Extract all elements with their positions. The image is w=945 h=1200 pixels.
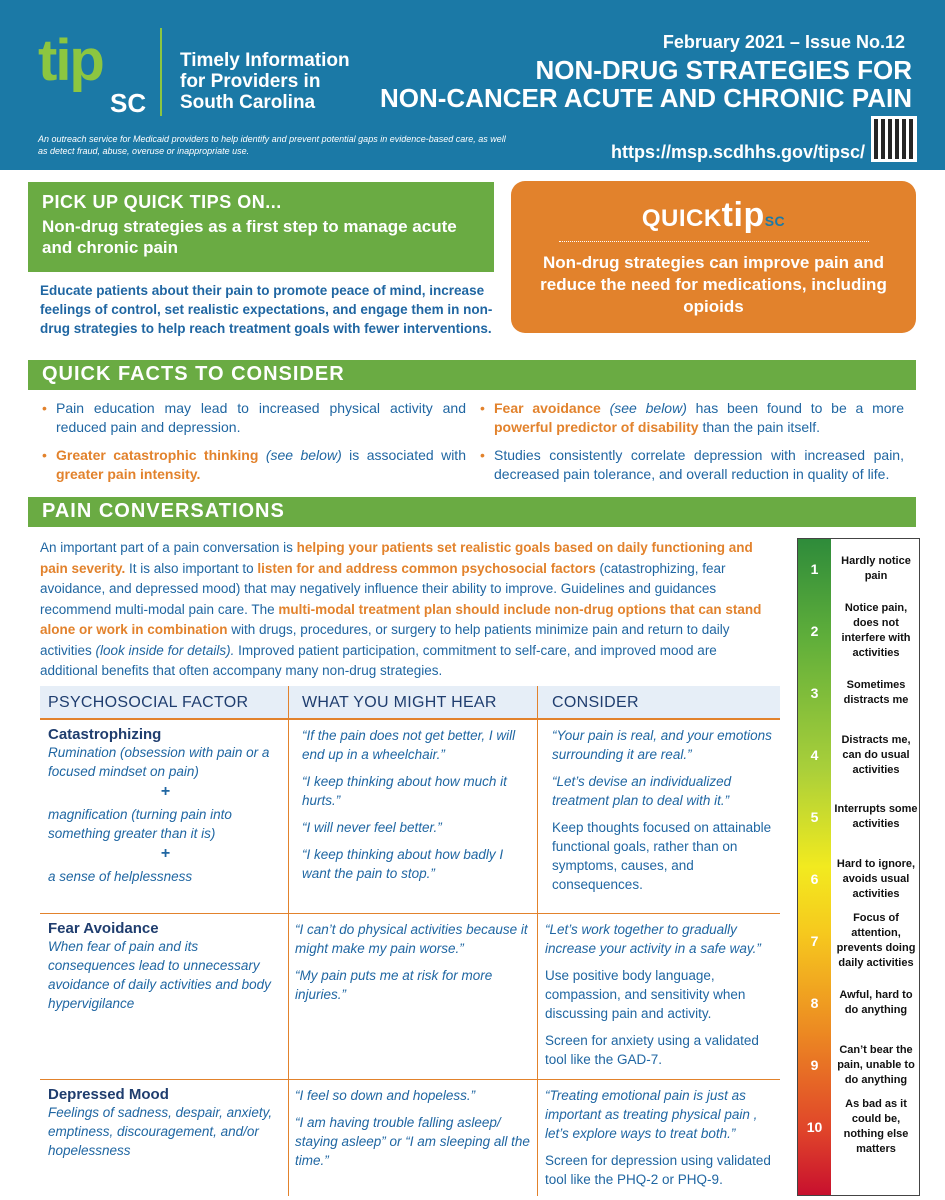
pain-level-number: 6 (810, 871, 819, 887)
plus-icon: + (160, 783, 171, 800)
quick-tips-heading: PICK UP QUICK TIPS ON... (42, 192, 282, 212)
plus-icon: + (160, 845, 171, 862)
facts-right (480, 399, 904, 493)
sc-word: SC (764, 213, 786, 229)
pain-level-label: Sometimes distracts me (843, 679, 909, 706)
pain-level-label: Focus of attention, prevents doing daily activities (836, 912, 916, 969)
pain-level-number: 1 (810, 561, 819, 577)
conversations-intro: An important part of a pain conversation is helping your patients set realistic goals based on daily functioning and pain severity. It is also important to listen for and address common psychosocial factors (catastrophizing, fear avoidance, and depressed mood) that may negatively influence their ability to improve. Guidelines and guidances recommend multi-modal pain care. The multi-modal treatment plan should include non-drug options that can stand alone or work in combination with drugs, procedures, or surgery to help patients minimize pain and return to daily activities (look inside for details). Improved patient participation, commitment to self-care, and improved mood are additional benefits that often accompany many non-drug strategies. (40, 540, 762, 678)
hear-cell (295, 1086, 533, 1178)
header-banner (0, 0, 945, 170)
facts-left (42, 399, 466, 493)
fact-2: • Greater catastrophic thinking (see below) is associated with greater pain intensity. (42, 446, 466, 484)
hear-cell (302, 726, 530, 891)
hear-cell (295, 920, 533, 1012)
pain-level-number: 9 (810, 1057, 819, 1073)
pain-level-number: 8 (810, 995, 819, 1011)
advice: Screen for depression using validated tool like the PHQ-2 or PHQ-9. (545, 1153, 771, 1187)
quote: “I can’t do physical activities because it might make my pain worse.” (295, 922, 528, 956)
page-title (380, 56, 912, 112)
quick-tips-box (28, 182, 494, 272)
table-header (40, 686, 780, 720)
qr-code-icon (871, 116, 917, 162)
factor-desc: a sense of helplessness (48, 869, 193, 884)
table-row (48, 726, 283, 886)
advice: Screen for anxiety using a validated tool like the GAD-7. (545, 1033, 759, 1067)
tip-word: tip (721, 196, 765, 234)
pain-level-number: 10 (806, 1119, 823, 1135)
quote: “My pain puts me at risk for more injuries.” (295, 968, 493, 1002)
quote: “I keep thinking about how much it hurts.” (302, 774, 507, 808)
pain-level-label: Notice pain, does not interfere with activities (841, 602, 911, 659)
pain-level-label: Hard to ignore, avoids usual activities (836, 857, 916, 900)
advice: Use positive body language, compassion, and sensitivity when discussing pain and activity. (545, 968, 746, 1021)
factor-desc: Feelings of sadness, despair, anxiety, emptiness, discouragement, and/or hopelessness (48, 1105, 273, 1158)
quote: “I am having trouble falling asleep/ staying asleep” or “I am sleeping all the time.” (295, 1115, 530, 1168)
pain-level-number: 2 (810, 623, 819, 639)
fact-4: • Studies consistently correlate depression with increased pain, decreased pain tolerance, and overall reduction in quality of life. (480, 446, 904, 484)
factor-desc: magnification (turning pain into something greater than it is) (48, 807, 232, 841)
quote: “I keep thinking about how badly I want the pain to stop.” (302, 847, 504, 881)
quote: “Let’s work together to gradually increase your activity in a safe way.” (545, 922, 761, 956)
pain-level-number: 7 (810, 933, 819, 949)
column-divider (537, 686, 538, 1196)
quick-tip-text: Non-drug strategies can improve pain and reduce the need for medications, including opioids (540, 253, 887, 316)
site-link[interactable]: https://msp.scdhhs.gov/tipsc/ (610, 142, 865, 162)
col-factor: PSYCHOSOCIAL FACTOR (48, 694, 249, 711)
tagline: Timely Information for Providers in South Carolina (180, 50, 350, 113)
col-hear: WHAT YOU MIGHT HEAR (302, 694, 497, 711)
tipsc-logo (38, 30, 153, 120)
quote: “I will never feel better.” (302, 820, 442, 835)
col-consider: CONSIDER (552, 694, 639, 711)
pain-level-number: 5 (810, 809, 819, 825)
pain-level-label: Distracts me, can do usual activities (841, 733, 911, 776)
pain-level-label: Interrupts some activities (834, 803, 918, 830)
logo-tip: tip (38, 28, 103, 93)
advice: Keep thoughts focused on attainable functional goals, rather than on symptoms, causes, and consequences. (552, 820, 772, 892)
factor-desc: Rumination (obsession with pain or a focused mindset on pain) (48, 745, 270, 779)
quote: “Your pain is real, and your emotions surrounding it are real.” (552, 728, 772, 762)
pain-level-number: 4 (810, 747, 819, 763)
title-line-1: NON-DRUG STRATEGIES FOR (535, 55, 912, 85)
logo-sc: SC (110, 88, 147, 118)
fact-3: • Fear avoidance (see below) has been found to be a more powerful predictor of disability than the pain itself. (480, 399, 904, 437)
pain-level-label: As bad as it could be, nothing else matters (843, 1098, 909, 1155)
consider-cell (545, 1086, 774, 1197)
quick-tips-body: Educate patients about their pain to promote peace of mind, increase feelings of control, set realistic expectations, and engage them in non-drug strategies to help reach treatment goals with fewer interventions. (40, 283, 493, 336)
pain-level-label: Can’t bear the pain, unable to do anything (837, 1043, 915, 1086)
conversations-heading: PAIN CONVERSATIONS (28, 497, 916, 527)
pain-scale (797, 538, 920, 1196)
fact-1: • Pain education may lead to increased physical activity and reduced pain and depression. (42, 399, 466, 437)
quote: “I feel so down and hopeless.” (295, 1088, 476, 1103)
pain-level-label: Awful, hard to do anything (839, 989, 913, 1016)
quick-tip-callout (511, 181, 916, 333)
pain-level-number: 3 (810, 685, 819, 701)
pain-level-label: Hardly notice pain (841, 555, 911, 582)
quick-tips-subheading: Non-drug strategies as a first step to manage acute and chronic pain (42, 217, 457, 257)
divider (160, 28, 162, 116)
factor-desc: When fear of pain and its consequences lead to unnecessary avoidance of daily activities and body hypervigilance (48, 939, 271, 1011)
table-row (48, 1086, 283, 1160)
factor-name: Depressed Mood (48, 1086, 169, 1103)
facts-heading: QUICK FACTS TO CONSIDER (28, 360, 916, 390)
factor-name: Catastrophizing (48, 726, 162, 743)
quick-word: QUICK (641, 205, 722, 232)
title-line-2: NON-CANCER ACUTE AND CHRONIC PAIN (379, 83, 912, 113)
quote: “Treating emotional pain is just as important as treating physical pain , let’s explore ways to treat both.” (545, 1088, 758, 1141)
quote: “If the pain does not get better, I will end up in a wheelchair.” (302, 728, 516, 762)
consider-cell (552, 726, 774, 902)
dotted-divider (559, 241, 869, 242)
outreach-note: An outreach service for Medicaid providers to help identify and prevent potential gaps in evidence-based care, as well as detect fraud, abuse, overuse or inappropriate use. (38, 134, 506, 156)
column-divider (288, 686, 289, 1196)
factor-name: Fear Avoidance (48, 920, 159, 937)
table-row (48, 920, 283, 1013)
consider-cell (545, 920, 774, 1077)
row-divider (40, 1079, 780, 1080)
quick-tip-logo (511, 196, 916, 235)
issue-date: February 2021 – Issue No.12 (662, 32, 905, 52)
quote: “Let’s devise an individualized treatment plan to deal with it.” (552, 774, 732, 808)
row-divider (40, 913, 780, 914)
